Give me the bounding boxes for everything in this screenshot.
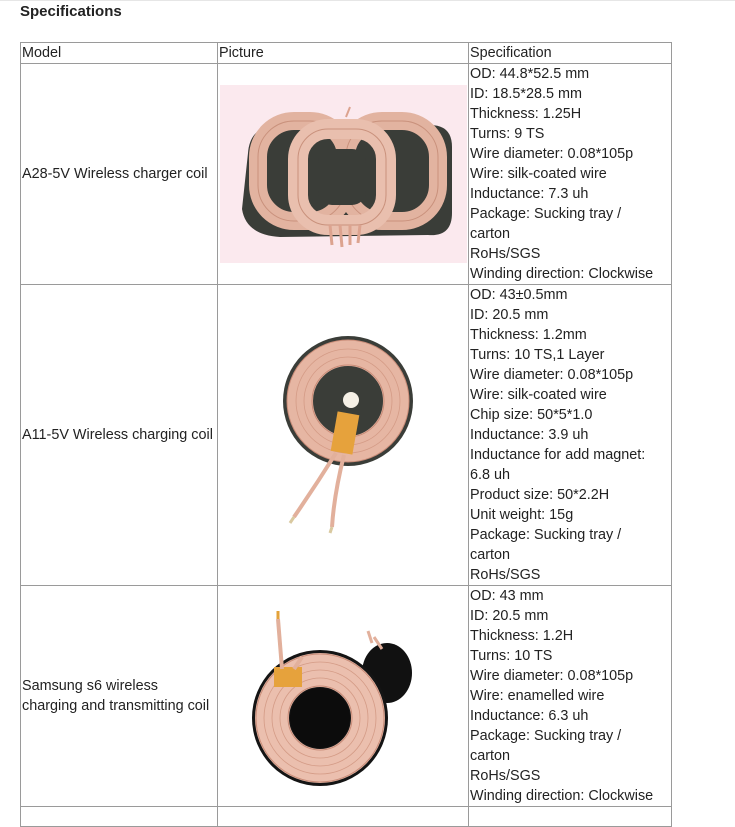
- spec-line: ID: 18.5*28.5 mm: [470, 86, 582, 102]
- table-header-row: [21, 43, 672, 64]
- coil-photo-samsung-s6: [220, 591, 467, 801]
- spec-line: Winding direction: Clockwise: [470, 788, 654, 804]
- spec-line: Wire: silk-coated wire: [470, 387, 607, 403]
- a28-coil-illustration: [220, 85, 467, 263]
- specification-cell: [469, 807, 672, 827]
- spec-line: RoHs/SGS: [470, 567, 541, 583]
- header-specification: Specification: [469, 43, 672, 64]
- specification-cell: [469, 586, 672, 807]
- spec-line: carton: [470, 748, 510, 764]
- spec-line: RoHs/SGS: [470, 246, 541, 262]
- spec-line: Package: Sucking tray /: [470, 206, 622, 222]
- table-row: [21, 586, 672, 807]
- picture-cell: [218, 586, 469, 807]
- table-row: [21, 285, 672, 586]
- spec-line: Inductance: 3.9 uh: [470, 427, 589, 443]
- spec-line: Wire diameter: 0.08*105p: [470, 668, 634, 684]
- spec-line: Turns: 10 TS,1 Layer: [470, 347, 605, 363]
- model-cell: [21, 807, 218, 827]
- spec-line: Turns: 10 TS: [470, 648, 553, 664]
- spec-line: OD: 44.8*52.5 mm: [470, 66, 590, 82]
- spec-line: ID: 20.5 mm: [470, 307, 549, 323]
- coil-photo-a28: [220, 85, 467, 263]
- spec-line: Package: Sucking tray /: [470, 728, 622, 744]
- kapton-tape: [274, 667, 302, 687]
- spec-line: Inductance: 6.3 uh: [470, 708, 589, 724]
- spec-line: Chip size: 50*5*1.0: [470, 407, 593, 423]
- top-divider: [0, 0, 735, 1]
- spec-line: Thickness: 1.25H: [470, 106, 582, 122]
- spec-line: Wire diameter: 0.08*105p: [470, 146, 634, 162]
- model-cell: A28-5V Wireless charger coil: [21, 64, 218, 285]
- spec-line: OD: 43±0.5mm: [470, 287, 568, 303]
- spec-line: Wire: silk-coated wire: [470, 166, 607, 182]
- header-picture: Picture: [218, 43, 469, 64]
- spec-line: carton: [470, 226, 510, 242]
- samsung-s6-coil-illustration: [220, 591, 467, 801]
- model-cell: A11-5V Wireless charging coil: [21, 285, 218, 586]
- spec-line: OD: 43 mm: [470, 588, 544, 604]
- table-row: [21, 64, 672, 285]
- spec-line: Inductance: 7.3 uh: [470, 186, 589, 202]
- spec-line: Winding direction: Clockwise: [470, 266, 654, 282]
- picture-cell: [218, 807, 469, 827]
- spec-line: Wire: enamelled wire: [470, 688, 605, 704]
- spec-line: RoHs/SGS: [470, 768, 541, 784]
- spec-line: carton: [470, 547, 510, 563]
- header-model: Model: [21, 43, 218, 64]
- a11-coil-illustration: [220, 305, 467, 565]
- specifications-table: [20, 42, 672, 827]
- model-cell: Samsung s6 wireless charging and transmitting coil: [21, 586, 218, 807]
- spec-line: Wire diameter: 0.08*105p: [470, 367, 634, 383]
- spec-line: ID: 20.5 mm: [470, 608, 549, 624]
- section-heading: Specifications: [20, 3, 122, 20]
- spec-line: Unit weight: 15g: [470, 507, 574, 523]
- spec-line: Thickness: 1.2H: [470, 628, 574, 644]
- coil-photo-a11: [220, 305, 467, 565]
- specification-cell: [469, 285, 672, 586]
- table-row: [21, 807, 672, 827]
- specification-cell: [469, 64, 672, 285]
- spec-line: Inductance for add magnet:: [470, 447, 646, 463]
- spec-line: Thickness: 1.2mm: [470, 327, 587, 343]
- spec-line: 6.8 uh: [470, 467, 511, 483]
- spec-line: Product size: 50*2.2H: [470, 487, 610, 503]
- spec-line: Turns: 9 TS: [470, 126, 545, 142]
- spec-line: Package: Sucking tray /: [470, 527, 622, 543]
- picture-cell: [218, 285, 469, 586]
- picture-cell: [218, 64, 469, 285]
